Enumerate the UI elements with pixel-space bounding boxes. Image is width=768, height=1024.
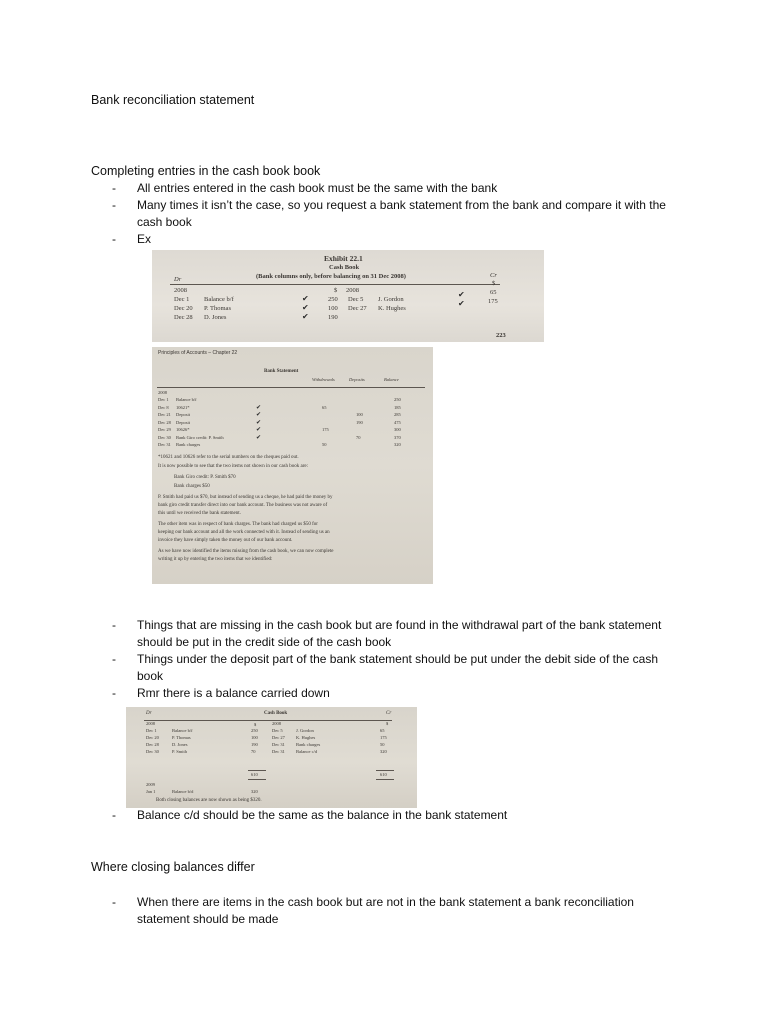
cash-book-title: Cash Book <box>264 711 288 716</box>
statement-deposit: 70 <box>356 434 361 440</box>
statement-withdrawal: 175 <box>322 427 329 432</box>
year-label: 2008 <box>174 287 187 294</box>
debit-details: D. Jones <box>172 742 188 747</box>
total-rule <box>248 779 266 780</box>
currency-label: $ <box>386 721 389 726</box>
debit-date: Dec 1 <box>146 728 157 733</box>
debit-date: Dec 28 <box>146 742 159 747</box>
credit-date: Dec 31 <box>272 742 285 747</box>
check-icon: ✔ <box>458 290 465 299</box>
cr-label: Cr <box>386 711 392 716</box>
statement-balance: 370 <box>394 434 401 440</box>
bf-amount: 320 <box>251 789 258 794</box>
header-rule <box>144 720 392 721</box>
statement-details: 10626* <box>176 427 190 432</box>
bf-details: Balance b/d <box>172 789 194 794</box>
paragraph-line: invoice they have simply taken the money out of our bank account. <box>158 538 293 543</box>
statement-deposit: 190 <box>356 419 363 425</box>
statement-date: Dec 1 <box>158 397 169 402</box>
completed-cash-book-photo <box>126 707 417 808</box>
dr-label: Dr <box>146 711 152 716</box>
currency-label: $ <box>334 287 338 294</box>
section-heading-completing-entries: Completing entries in the cash book book <box>91 164 321 178</box>
bf-date: Jan 1 <box>146 789 156 794</box>
statement-date: Dec 29 <box>158 427 171 432</box>
bullet-list-closing-balances <box>112 894 682 928</box>
statement-date: Dec 28 <box>158 419 171 425</box>
bullet-list-cash-book-rules <box>112 617 672 702</box>
credit-details: J. Gordon <box>296 728 314 733</box>
debit-details: Balance b/f <box>172 728 193 733</box>
year-label: 2008 <box>158 390 167 395</box>
exhibit-subtitle: Cash Book <box>329 264 360 271</box>
total-rule <box>376 779 394 780</box>
statement-balance: 185 <box>394 404 401 410</box>
statement-withdrawal: 65 <box>322 404 327 410</box>
debit-total: 610 <box>251 772 258 777</box>
bullet-item: - Ex <box>112 231 672 248</box>
cash-book-note: Both closing balances are now shown as being $320. <box>156 798 262 803</box>
credit-amount: 175 <box>380 735 387 740</box>
check-icon: ✔ <box>302 303 309 312</box>
debit-details: D. Jones <box>204 314 227 321</box>
paragraph-line: bank giro credit transfer direct into our bank account. The business was not aware of <box>158 503 328 508</box>
debit-amount: 100 <box>328 305 338 312</box>
credit-amount: 320 <box>380 749 387 754</box>
statement-details: Bank Giro credit: P. Smith <box>176 434 224 440</box>
debit-details: Balance b/f <box>204 296 234 303</box>
exhibit-cash-book-photo <box>152 250 544 342</box>
statement-date: Dec 21 <box>158 412 171 417</box>
col-withdrawals: Withdrawals <box>312 377 335 382</box>
exhibit-title: Exhibit 22.1 <box>324 254 363 263</box>
debit-amount: 190 <box>328 314 338 321</box>
credit-details: K. Hughes <box>378 305 406 312</box>
credit-date: Dec 31 <box>272 749 285 754</box>
document-title: Bank reconciliation statement <box>91 93 255 107</box>
credit-details: K. Hughes <box>296 735 316 740</box>
paragraph-line: The other item was in respect of bank charges. The bank had charged us $50 for <box>158 522 318 527</box>
currency-label: $ <box>492 280 496 287</box>
total-rule <box>248 770 266 771</box>
debit-amount: 100 <box>251 735 258 740</box>
bullet-item: - When there are items in the cash book but are not in the bank statement a bank reconciliation statement should be made <box>112 894 682 928</box>
dr-label: Dr <box>174 276 182 283</box>
debit-amount: 250 <box>328 296 338 303</box>
statement-details: 10621* <box>176 404 190 410</box>
check-icon: ✔ <box>458 299 465 308</box>
credit-amount: 65 <box>380 728 385 733</box>
section-heading-closing-balances: Where closing balances differ <box>91 860 255 874</box>
year-label: 2008 <box>146 721 155 726</box>
statement-balance: 320 <box>394 442 401 447</box>
credit-date: Dec 5 <box>348 296 364 303</box>
statement-balance: 300 <box>394 427 401 432</box>
debit-amount: 190 <box>251 742 258 747</box>
statement-withdrawal: 50 <box>322 442 327 447</box>
currency-label: $ <box>254 722 257 727</box>
debit-date: Dec 20 <box>174 305 193 312</box>
paragraph-line: writing it up by entering the two items that we identified: <box>158 557 273 562</box>
year-label: 2008 <box>346 287 359 294</box>
statement-date: Dec 8 <box>158 404 169 410</box>
page-number: 223 <box>496 332 506 339</box>
debit-date: Dec 28 <box>174 314 193 321</box>
credit-date: Dec 27 <box>272 735 285 740</box>
paragraph-line: this until we received the bank statement. <box>158 511 241 516</box>
credit-details: J. Gordon <box>378 296 404 303</box>
note-serial-numbers: *10621 and 10626 refer to the serial numbers on the cheques paid out. <box>158 455 299 460</box>
header-rule <box>170 284 500 285</box>
col-balance: Balance <box>384 377 399 382</box>
bullet-list-balance <box>112 807 672 824</box>
check-icon: ✔ <box>256 419 262 426</box>
year-label: 2009 <box>146 782 155 787</box>
bullet-list-completing-entries <box>112 180 672 248</box>
debit-date: Dec 20 <box>146 735 159 740</box>
col-deposits: Deposits <box>349 377 365 382</box>
credit-details: Bank charges <box>296 742 321 747</box>
bullet-item: - Rmr there is a balance carried down <box>112 685 672 702</box>
statement-date: Dec 31 <box>158 442 171 447</box>
debit-details: P. Smith <box>172 749 188 754</box>
statement-deposit: 100 <box>356 412 363 417</box>
item-bank-charges: Bank charges $50 <box>174 484 210 489</box>
note-missing-items: It is now possible to see that the two items not shown in our cash book are: <box>158 464 308 469</box>
item-giro-credit: Bank Giro credit: P. Smith $70 <box>174 475 236 480</box>
book-header: Principles of Accounts – Chapter 22 <box>158 350 238 356</box>
check-icon: ✔ <box>256 434 262 441</box>
statement-details: Deposit <box>176 419 190 425</box>
statement-balance: 285 <box>394 412 401 417</box>
check-icon: ✔ <box>302 312 309 321</box>
year-label: 2008 <box>272 721 281 726</box>
credit-date: Dec 5 <box>272 728 283 733</box>
credit-amount: 175 <box>488 298 498 305</box>
check-icon: ✔ <box>256 412 262 418</box>
credit-date: Dec 27 <box>348 305 367 312</box>
statement-details: Bank charges <box>176 442 201 447</box>
bullet-item: - Things under the deposit part of the bank statement should be put under the debit side of the cash book <box>112 651 672 685</box>
exhibit-caption: (Bank columns only, before balancing on 31 Dec 2008) <box>256 273 406 280</box>
debit-amount: 70 <box>251 749 256 754</box>
statement-details: Deposit <box>176 412 190 417</box>
check-icon: ✔ <box>256 427 262 433</box>
debit-details: P. Thomas <box>172 735 191 740</box>
debit-date: Dec 30 <box>146 749 159 754</box>
check-icon: ✔ <box>302 294 309 303</box>
total-rule <box>376 770 394 771</box>
statement-details: Balance b/f <box>176 397 197 402</box>
credit-total: 610 <box>380 772 387 777</box>
credit-amount: 50 <box>380 742 385 747</box>
debit-date: Dec 1 <box>174 296 190 303</box>
check-icon: ✔ <box>256 404 262 411</box>
credit-details: Balance c/d <box>296 749 318 754</box>
bullet-item: - Many times it isn’t the case, so you request a bank statement from the bank and compare it with the cash book <box>112 197 672 231</box>
paragraph-line: P. Smith had paid us $70, but instead of sending us a cheque, he had paid the money by <box>158 495 333 500</box>
statement-balance: 475 <box>394 419 401 425</box>
statement-date: Dec 30 <box>158 434 171 440</box>
paragraph-line: As we have now identified the items missing from the cash book, we can now complete <box>158 549 334 554</box>
header-rule <box>157 387 425 388</box>
paragraph-line: keeping our bank account and all the work connected with it. Instead of sending us an <box>158 530 330 535</box>
bullet-item: - Balance c/d should be the same as the balance in the bank statement <box>112 807 672 824</box>
cr-label: Cr <box>490 272 497 279</box>
statement-title: Bank Statement <box>264 369 299 374</box>
credit-amount: 65 <box>490 289 497 296</box>
bank-statement-photo <box>152 347 433 584</box>
debit-amount: 250 <box>251 728 258 733</box>
debit-details: P. Thomas <box>204 305 231 312</box>
bullet-item: - All entries entered in the cash book must be the same with the bank <box>112 180 672 197</box>
statement-balance: 250 <box>394 397 401 402</box>
bullet-item: - Things that are missing in the cash book but are found in the withdrawal part of the bank statement should be put in the credit side of the cash book <box>112 617 672 651</box>
